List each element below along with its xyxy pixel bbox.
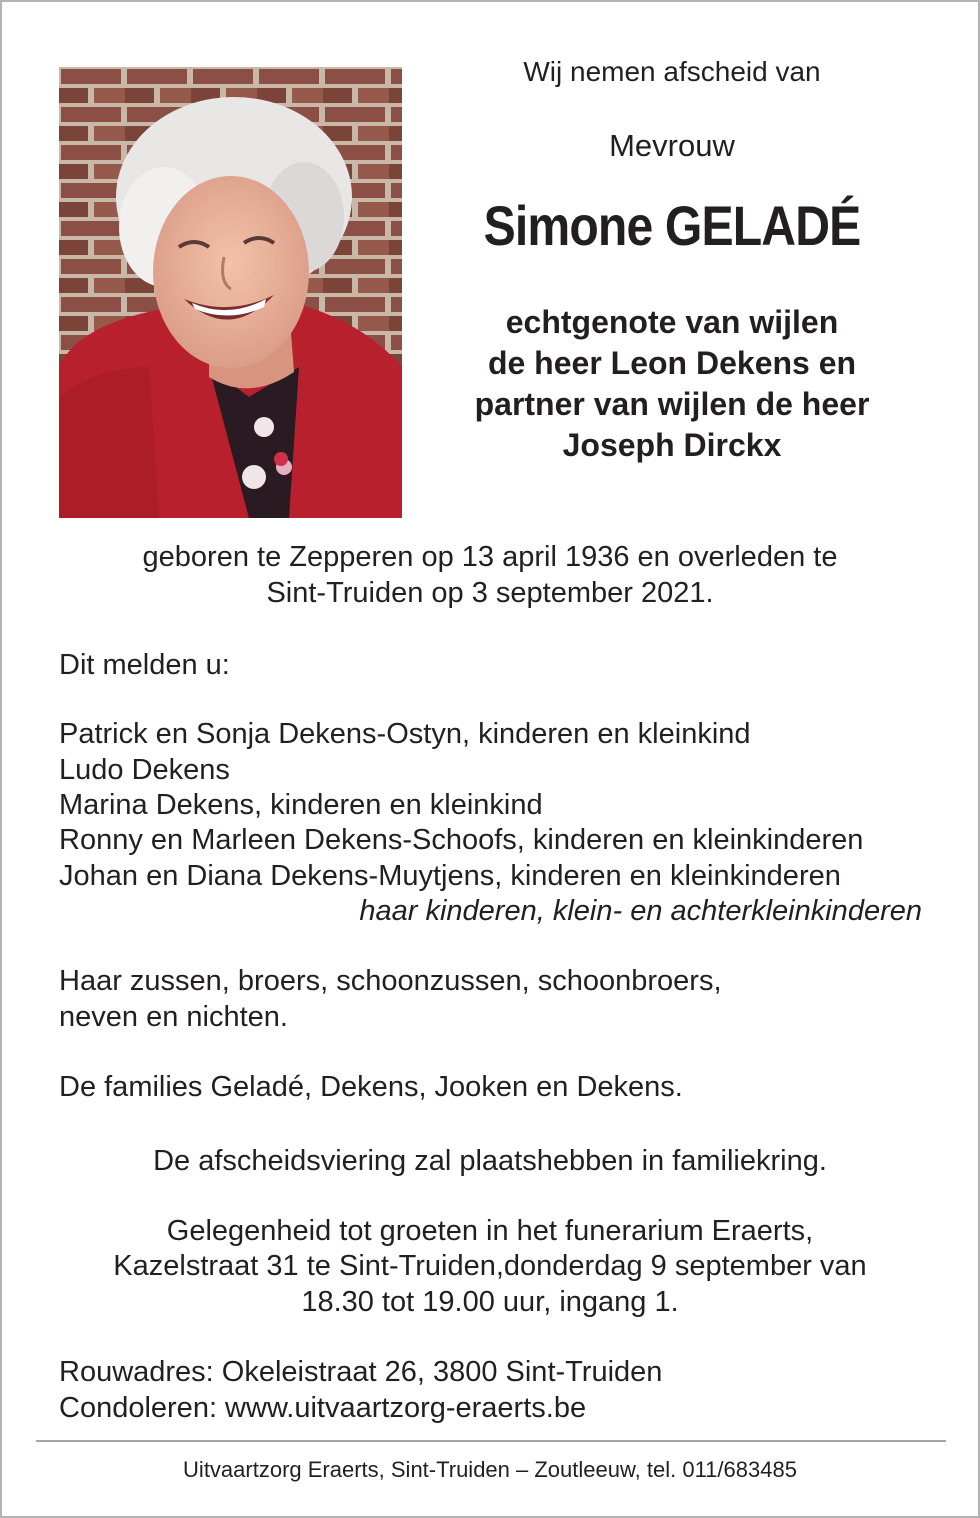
family-summary: haar kinderen, klein- en achterkleinkinderen (359, 895, 922, 927)
deceased-name: Simone GELADÉ (483, 194, 861, 257)
family-line: Johan en Diana Dekens-Muytjens, kinderen en kleinkinderen (59, 860, 841, 892)
footer-divider (36, 1440, 946, 1442)
portrait-illustration (59, 67, 402, 518)
relation-block (422, 302, 922, 466)
visitation-line: 18.30 tot 19.00 uur, ingang 1. (301, 1286, 679, 1318)
ceremony-line: De afscheidsviering zal plaatshebben in familiekring. (153, 1145, 827, 1177)
family-line: Patrick en Sonja Dekens-Ostyn, kinderen en kleinkind (59, 718, 751, 750)
honorific-title: Mevrouw (609, 128, 735, 163)
birth-death-line: geboren te Zepperen op 13 april 1936 en overleden te (142, 541, 838, 573)
family-line: Ludo Dekens (59, 754, 230, 786)
announce-intro: Dit melden u: (59, 649, 230, 681)
relation-line: echtgenote van wijlen (505, 304, 839, 340)
condolence-website: Condoleren: www.uitvaartzorg-eraerts.be (59, 1392, 587, 1424)
portrait-photo (59, 67, 402, 518)
relation-line: partner van wijlen de heer (474, 386, 870, 422)
visitation-line: Gelegenheid tot groeten in het funerarium Eraerts, (166, 1215, 814, 1247)
relation-line: de heer Leon Dekens en (487, 345, 857, 381)
family-line: Marina Dekens, kinderen en kleinkind (59, 789, 543, 821)
siblings-line: neven en nichten. (59, 1001, 288, 1033)
families-line: De families Geladé, Dekens, Jooken en Dekens. (59, 1071, 683, 1103)
relation-line: Joseph Dirckx (562, 427, 782, 463)
mourning-address: Rouwadres: Okeleistraat 26, 3800 Sint-Truiden (59, 1356, 663, 1388)
siblings-line: Haar zussen, broers, schoonzussen, schoonbroers, (59, 965, 722, 997)
family-line: Ronny en Marleen Dekens-Schoofs, kinderen en kleinkinderen (59, 824, 864, 856)
birth-death-line: Sint-Truiden op 3 september 2021. (266, 577, 714, 609)
intro-line: Wij nemen afscheid van (523, 56, 821, 87)
visitation-line: Kazelstraat 31 te Sint-Truiden,donderdag 9 september van (113, 1250, 867, 1282)
footer-funeral-home: Uitvaartzorg Eraerts, Sint-Truiden – Zoutleeuw, tel. 011/683485 (183, 1457, 797, 1482)
